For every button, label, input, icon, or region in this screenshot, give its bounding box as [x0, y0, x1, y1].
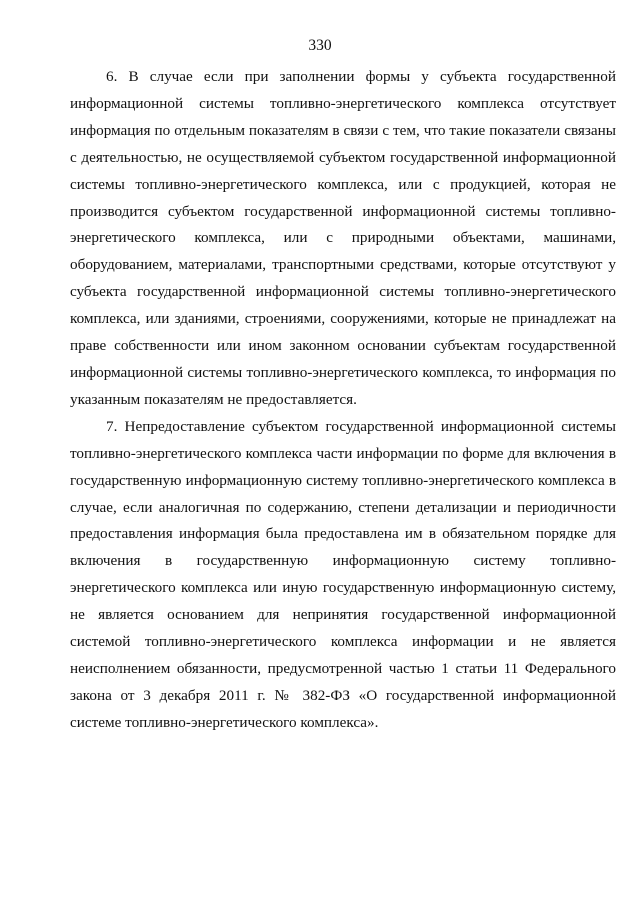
document-body	[70, 64, 616, 737]
paragraph-6: 6. В случае если при заполнении формы у субъекта государственной информационной системы топливно-энергетического комплекса отсутствует информация по отдельным показателям в связи с тем, что такие показатели связаны с деятельностью, не осуществляемой субъектом государственной информационной системы топливно-энергетического комплекса, или с продукцией, которая не производится субъектом государственной информационной системы топливно-энергетического комплекса, или с природными объектами, машинами, оборудованием, материалами, транспортными средствами, которые отсутствуют у субъекта государственной информационной системы топливно-энергетического комплекса, или зданиями, строениями, сооружениями, которые не принадлежат на праве собственности или ином законном основании субъектам государственной информационной системы топливно-энергетического комплекса, то информация по указанным показателям не предоставляется.	[70, 68, 616, 408]
paragraph-7: 7. Непредоставление субъектом государственной информационной системы топливно-энергетического комплекса части информации по форме для включения в государственную информационную систему топливно-энергетического комплекса в случае, если аналогичная по содержанию, степени детализации и периодичности предоставления информация была предоставлена им в обязательном порядке для включения в государственную информационную систему топливно-энергетического комплекса или иную государственную информационную систему, не является основанием для непринятия государственной информационной системой топливно-энергетического комплекса информации и не является неисполнением обязанности, предусмотренной частью 1 статьи 11 Федерального закона от 3 декабря 2011 г. № 382-ФЗ «О государственной информационной системе топливно-энергетического комплекса».	[70, 417, 616, 731]
page-number: 330	[308, 37, 332, 54]
